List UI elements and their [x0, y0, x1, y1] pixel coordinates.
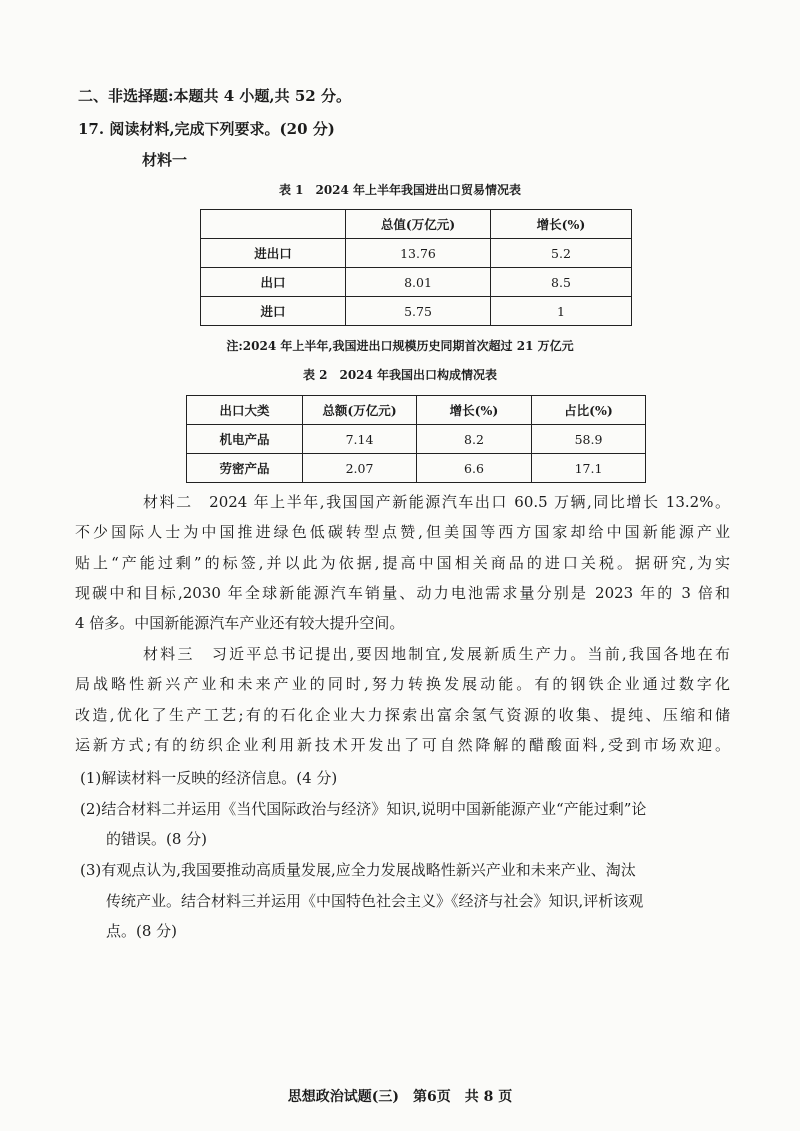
- table1-note: 注:2024 年上半年,我国进出口规模历史同期首次超过 21 万亿元: [226, 339, 574, 353]
- material-three-line: 材料三 习近平总书记提出,要因地制宜,发展新质生产力。当前,我国各地在布: [143, 645, 730, 663]
- question-2-line: (2)结合材料二并运用《当代国际政治与经济》知识,说明中国新能源产业“产能过剩”论: [80, 800, 647, 818]
- table1-header-row: [201, 210, 632, 239]
- table1-row: [201, 297, 632, 326]
- table1-header-cell: [201, 210, 346, 239]
- material-three-line: 运新方式;有的纺织企业利用新技术开发出了可自然降解的醋酸面料,受到市场欢迎。: [75, 735, 730, 754]
- section-header: 二、非选择题:本题共 4 小题,共 52 分。: [78, 87, 351, 105]
- table2-row: [187, 454, 646, 483]
- material-three: [75, 639, 730, 760]
- table2-cell: 劳密产品: [187, 454, 303, 483]
- table1-cell: 1: [491, 297, 632, 326]
- table1-header-cell: 总值(万亿元): [346, 210, 491, 239]
- table1-row: [201, 239, 632, 268]
- table2-cell: 2.07: [303, 454, 417, 483]
- table2-header-cell: 增长(%): [417, 396, 532, 425]
- question-1: (1)解读材料一反映的经济信息。(4 分): [80, 769, 338, 787]
- question-3-line: (3)有观点认为,我国要推动高质量发展,应全力发展战略性新兴产业和未来产业、淘汰: [80, 861, 636, 879]
- table1-caption: 表 1 2024 年上半年我国进出口贸易情况表: [278, 183, 522, 197]
- material-two: [75, 487, 730, 638]
- table2: [186, 395, 646, 483]
- question-2-line: 的错误。(8 分): [106, 830, 208, 848]
- table1-cell: 出口: [201, 268, 346, 297]
- table1-cell: 5.2: [491, 239, 632, 268]
- table1-cell: 8.5: [491, 268, 632, 297]
- page-footer: 思想政治试题(三) 第6页 共 8 页: [287, 1089, 513, 1105]
- question-3-line: 传统产业。结合材料三并运用《中国特色社会主义》《经济与社会》知识,评析该观: [106, 892, 644, 910]
- table2-cell: 7.14: [303, 425, 417, 454]
- table2-header-cell: 总额(万亿元): [303, 396, 417, 425]
- table2-header-row: [187, 396, 646, 425]
- material-two-line: 不少国际人士为中国推进绿色低碳转型点赞,但美国等西方国家却给中国新能源产业: [75, 523, 730, 542]
- question-3-line: 点。(8 分): [106, 922, 178, 940]
- table2-cell: 机电产品: [187, 425, 303, 454]
- table1-cell: 8.01: [346, 268, 491, 297]
- material-three-line: 改造,优化了生产工艺;有的石化企业大力探索出富余氢气资源的收集、提纯、压缩和储: [75, 705, 730, 724]
- question-17-title: 17. 阅读材料,完成下列要求。(20 分): [78, 120, 335, 138]
- table2-cell: 8.2: [417, 425, 532, 454]
- table1: [200, 209, 632, 326]
- table2-cell: 58.9: [532, 425, 646, 454]
- material-one-label: 材料一: [142, 151, 188, 169]
- table1-cell: 进出口: [201, 239, 346, 268]
- material-two-line: 贴上“产能过剩”的标签,并以此为依据,提高中国相关商品的进口关税。据研究,为实: [75, 553, 730, 572]
- table2-header-cell: 占比(%): [532, 396, 646, 425]
- table1-header-cell: 增长(%): [491, 210, 632, 239]
- table1-cell: 进口: [201, 297, 346, 326]
- table1-cell: 5.75: [346, 297, 491, 326]
- table2-cell: 17.1: [532, 454, 646, 483]
- table1-row: [201, 268, 632, 297]
- table2-row: [187, 425, 646, 454]
- material-two-line: 现碳中和目标,2030 年全球新能源汽车销量、动力电池需求量分别是 2023 年的 3 倍和: [75, 583, 730, 602]
- material-two-line: 4 倍多。中国新能源汽车产业还有较大提升空间。: [75, 614, 405, 633]
- table2-caption: 表 2 2024 年我国出口构成情况表: [302, 368, 498, 382]
- material-two-line: 材料二 2024 年上半年,我国国产新能源汽车出口 60.5 万辆,同比增长 13.2%。: [143, 493, 730, 511]
- table2-header-cell: 出口大类: [187, 396, 303, 425]
- table2-cell: 6.6: [417, 454, 532, 483]
- table1-cell: 13.76: [346, 239, 491, 268]
- material-three-line: 局战略性新兴产业和未来产业的同时,努力转换发展动能。有的钢铁企业通过数字化: [75, 675, 730, 694]
